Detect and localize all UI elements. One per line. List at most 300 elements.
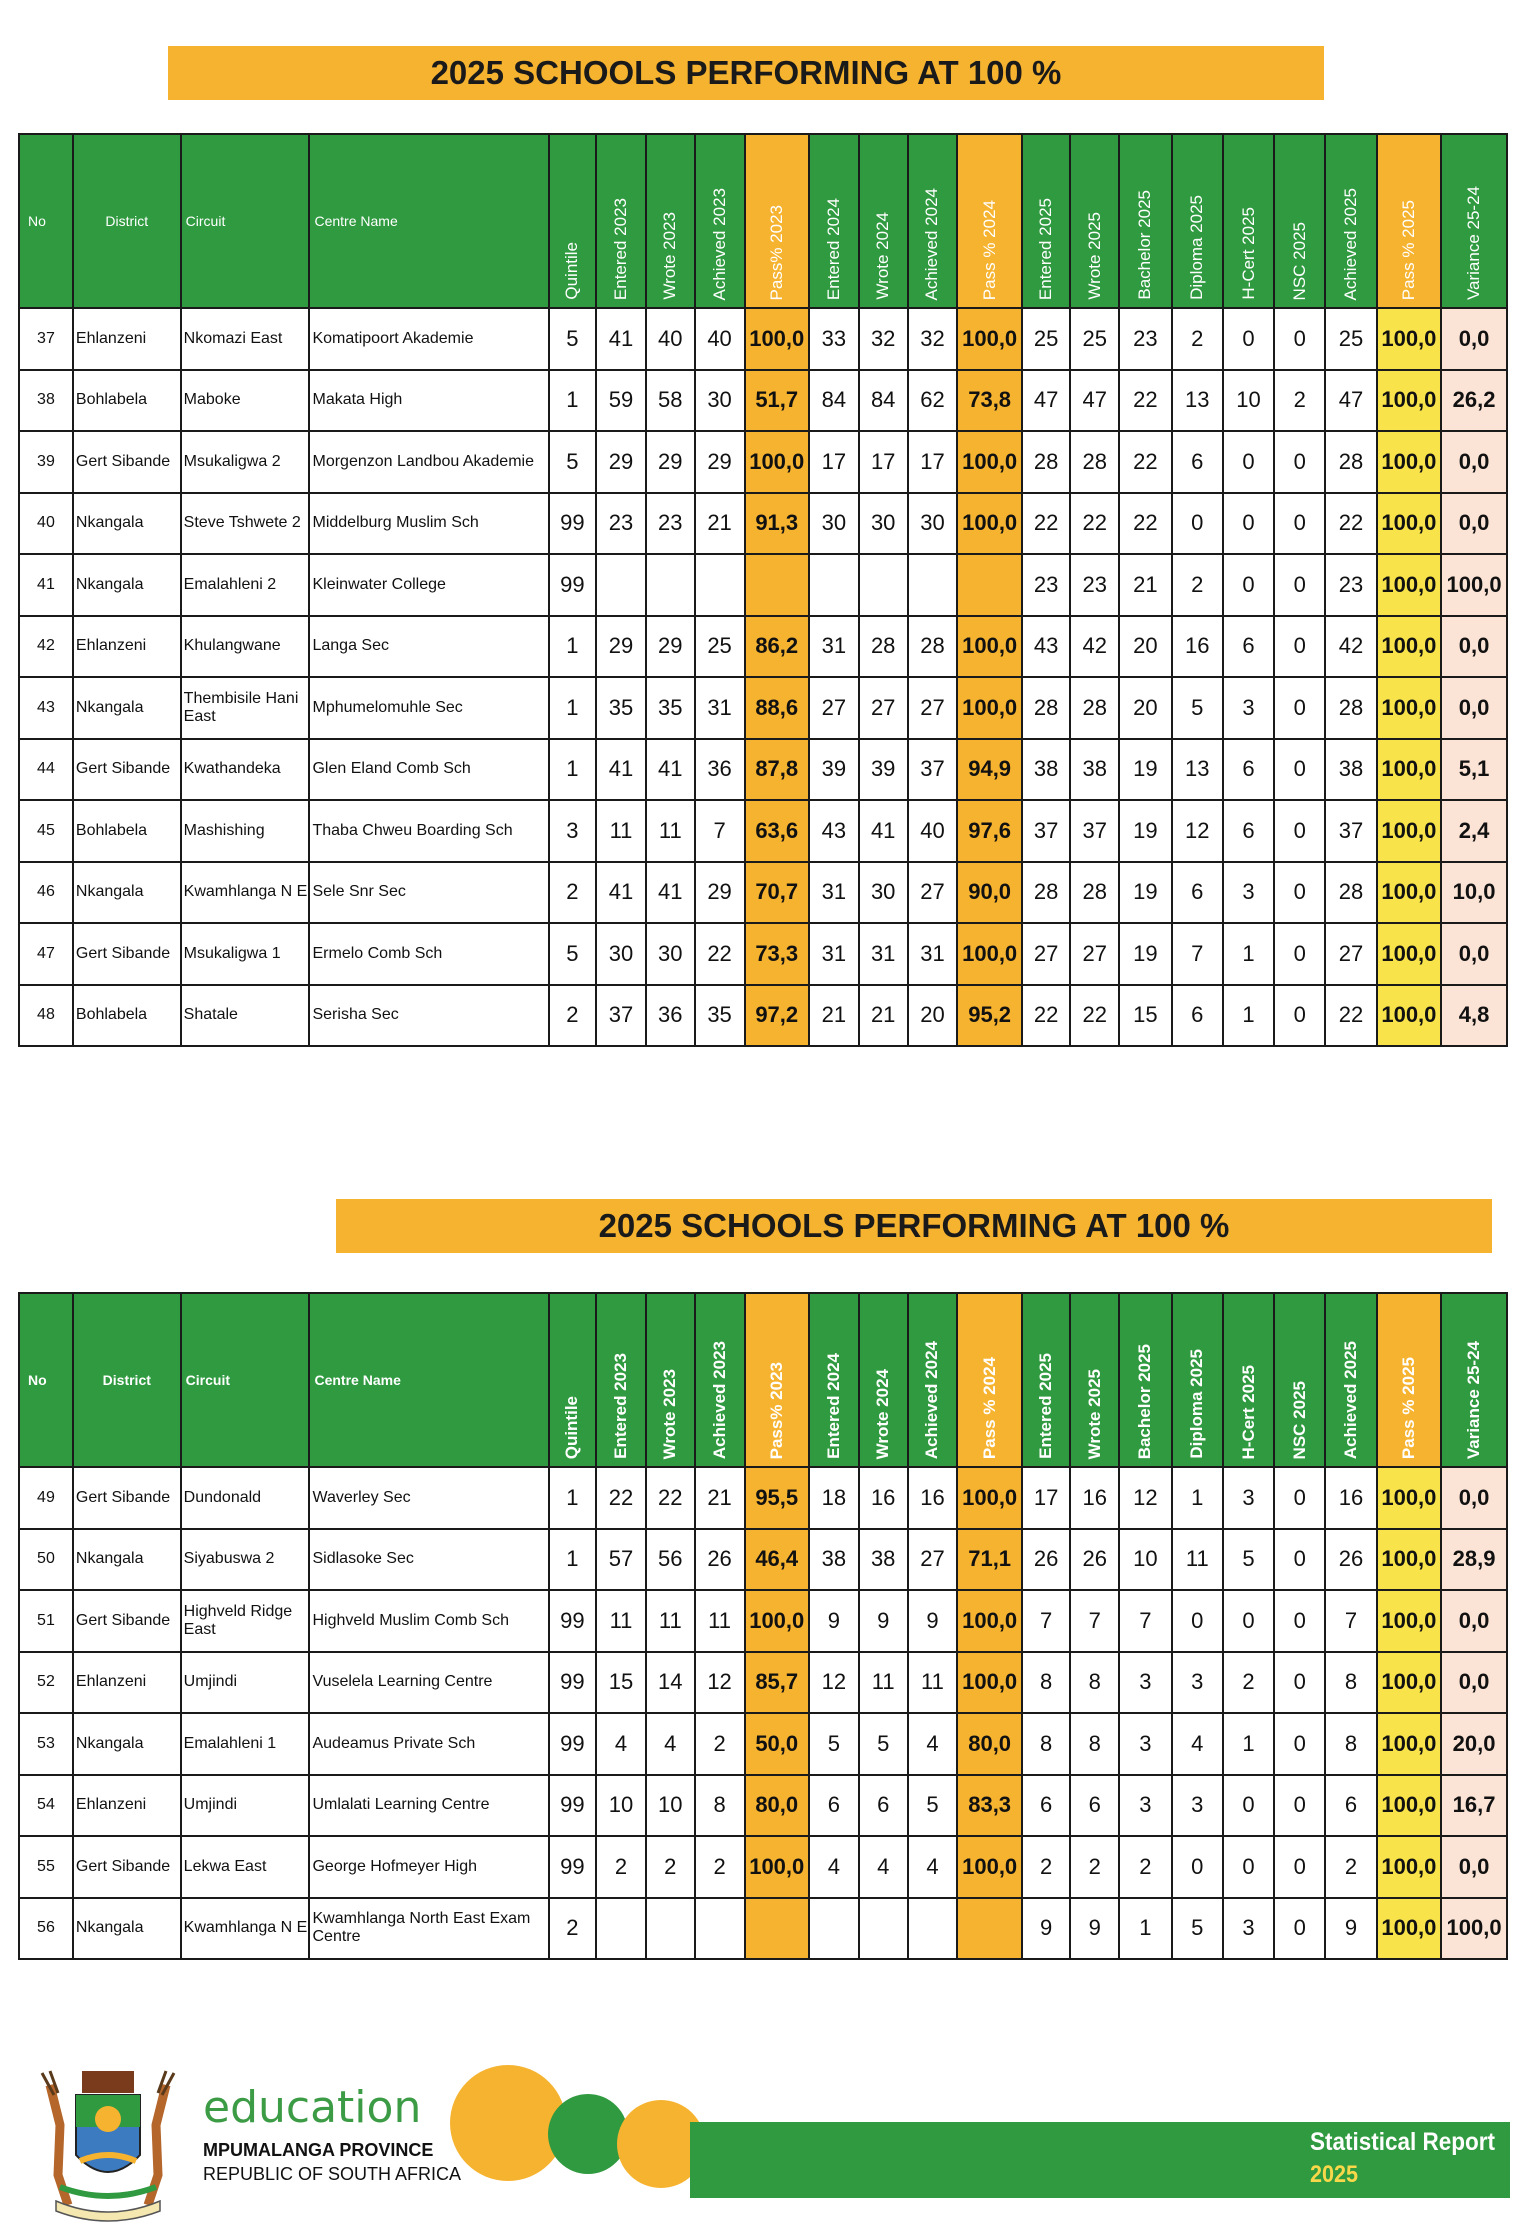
table-cell: 0 bbox=[1223, 1836, 1274, 1898]
table-cell: Thembisile Hani East bbox=[181, 677, 310, 739]
table-cell: 8 bbox=[1070, 1652, 1119, 1714]
table-cell: 37 bbox=[1325, 800, 1376, 862]
table-cell: 4 bbox=[859, 1836, 908, 1898]
table-cell: 29 bbox=[646, 431, 695, 493]
table-cell: 55 bbox=[19, 1836, 73, 1898]
table-cell: 99 bbox=[549, 1652, 596, 1714]
table-cell: 22 bbox=[1119, 431, 1172, 493]
table-row bbox=[19, 1467, 1507, 1529]
table-cell: 7 bbox=[1172, 923, 1223, 985]
table-cell: 40 bbox=[908, 800, 958, 862]
column-header bbox=[549, 134, 596, 308]
column-header-label: Diploma 2025 bbox=[1187, 195, 1207, 300]
table-cell: 31 bbox=[809, 923, 859, 985]
column-header bbox=[1377, 1293, 1441, 1467]
column-header-no: No bbox=[19, 134, 73, 308]
table-cell: 0 bbox=[1274, 1713, 1325, 1775]
column-header bbox=[1325, 134, 1376, 308]
column-header-label: Pass % 2024 bbox=[979, 1356, 999, 1459]
table-cell: 16 bbox=[1325, 1467, 1376, 1529]
table-cell: Khulangwane bbox=[181, 616, 310, 678]
table-cell: 1 bbox=[549, 1529, 596, 1591]
table-cell: 30 bbox=[646, 923, 695, 985]
table-cell: 4,8 bbox=[1441, 985, 1507, 1047]
table-cell: 95,2 bbox=[957, 985, 1021, 1047]
table-cell: 0,0 bbox=[1441, 493, 1507, 555]
table-cell: 26 bbox=[695, 1529, 745, 1591]
column-header-label: Pass % 2025 bbox=[1398, 199, 1418, 300]
table-cell: 22 bbox=[695, 923, 745, 985]
table-cell: 17 bbox=[809, 431, 859, 493]
table-cell: 100,0 bbox=[957, 616, 1021, 678]
table-cell: 6 bbox=[1070, 1775, 1119, 1837]
table-cell: Ehlanzeni bbox=[73, 616, 181, 678]
table-row bbox=[19, 862, 1507, 924]
table-cell: Gert Sibande bbox=[73, 739, 181, 801]
column-header bbox=[859, 1293, 908, 1467]
table-cell: 31 bbox=[859, 923, 908, 985]
table-cell: 37 bbox=[1070, 800, 1119, 862]
table-cell: 85,7 bbox=[745, 1652, 809, 1714]
column-header-label: Pass % 2025 bbox=[1398, 1356, 1418, 1459]
table-cell: 28,9 bbox=[1441, 1529, 1507, 1591]
table-cell: 32 bbox=[859, 308, 908, 370]
table-cell: 100,0 bbox=[1377, 1467, 1441, 1529]
column-header-label: Wrote 2024 bbox=[873, 212, 893, 300]
table-cell: 0,0 bbox=[1441, 1836, 1507, 1898]
table-row bbox=[19, 554, 1507, 616]
table-cell: 38 bbox=[809, 1529, 859, 1591]
table-cell: 100,0 bbox=[957, 677, 1021, 739]
table-cell: 6 bbox=[1022, 1775, 1071, 1837]
table-cell: 0 bbox=[1274, 1590, 1325, 1652]
table-cell: 80,0 bbox=[745, 1775, 809, 1837]
table-cell: 21 bbox=[695, 493, 745, 555]
table-cell: 100,0 bbox=[957, 431, 1021, 493]
table-cell: 27 bbox=[809, 677, 859, 739]
table-cell: Ermelo Comb Sch bbox=[309, 923, 548, 985]
table-cell: 26,2 bbox=[1441, 370, 1507, 432]
table-cell: 100,0 bbox=[957, 308, 1021, 370]
table-cell: 1 bbox=[1223, 985, 1274, 1047]
table-cell: 14 bbox=[646, 1652, 695, 1714]
table-cell: Morgenzon Landbou Akademie bbox=[309, 431, 548, 493]
table-cell: 10 bbox=[1223, 370, 1274, 432]
table-cell: 100,0 bbox=[957, 1652, 1021, 1714]
table-cell: Audeamus Private Sch bbox=[309, 1713, 548, 1775]
table-cell: 0 bbox=[1274, 1529, 1325, 1591]
table-cell: 26 bbox=[1070, 1529, 1119, 1591]
table-cell: 5 bbox=[809, 1713, 859, 1775]
table-cell: 9 bbox=[809, 1590, 859, 1652]
table-cell: 94,9 bbox=[957, 739, 1021, 801]
table-cell: 27 bbox=[908, 1529, 958, 1591]
column-header-label: Wrote 2024 bbox=[873, 1368, 893, 1459]
column-header-label: Achieved 2023 bbox=[709, 1340, 729, 1459]
table-cell: 3 bbox=[1172, 1652, 1223, 1714]
table-cell: 36 bbox=[695, 739, 745, 801]
footer bbox=[0, 2030, 1527, 2224]
table-cell: 5 bbox=[549, 923, 596, 985]
table-cell: 19 bbox=[1119, 862, 1172, 924]
table-cell: Nkangala bbox=[73, 493, 181, 555]
table-cell: Siyabuswa 2 bbox=[181, 1529, 310, 1591]
table-cell: 21 bbox=[809, 985, 859, 1047]
table-cell: 5 bbox=[1223, 1529, 1274, 1591]
table-cell: Maboke bbox=[181, 370, 310, 432]
table-cell: 80,0 bbox=[957, 1713, 1021, 1775]
table-cell: Emalahleni 2 bbox=[181, 554, 310, 616]
table-cell: 38 bbox=[1325, 739, 1376, 801]
table-cell: 0 bbox=[1223, 554, 1274, 616]
table-cell: 11 bbox=[695, 1590, 745, 1652]
column-header-label: Quintile bbox=[562, 242, 582, 300]
table-cell: 3 bbox=[1223, 677, 1274, 739]
table-cell: 1 bbox=[549, 1467, 596, 1529]
table-cell: 10 bbox=[596, 1775, 646, 1837]
table-cell: 70,7 bbox=[745, 862, 809, 924]
table-cell: 0 bbox=[1223, 1775, 1274, 1837]
table-cell bbox=[809, 554, 859, 616]
table-header-row bbox=[19, 134, 1507, 308]
table-row bbox=[19, 800, 1507, 862]
table-cell: 11 bbox=[908, 1652, 958, 1714]
table-cell: 6 bbox=[809, 1775, 859, 1837]
table-cell bbox=[646, 1898, 695, 1960]
table-cell: 28 bbox=[908, 616, 958, 678]
table-cell: 41 bbox=[19, 554, 73, 616]
table-title: 2025 SCHOOLS PERFORMING AT 100 % bbox=[430, 54, 1062, 91]
table-cell: 45 bbox=[19, 800, 73, 862]
table-cell: 22 bbox=[1022, 985, 1071, 1047]
table-cell: 35 bbox=[695, 985, 745, 1047]
table-cell: 37 bbox=[596, 985, 646, 1047]
table-cell: 23 bbox=[646, 493, 695, 555]
table-cell: 41 bbox=[596, 862, 646, 924]
table-cell: 3 bbox=[1223, 862, 1274, 924]
table-cell: 20 bbox=[1119, 677, 1172, 739]
column-header bbox=[1119, 134, 1172, 308]
table-cell: 22 bbox=[1119, 493, 1172, 555]
table-cell: 38 bbox=[859, 1529, 908, 1591]
table-cell: 22 bbox=[646, 1467, 695, 1529]
table-cell: 62 bbox=[908, 370, 958, 432]
table-row bbox=[19, 1898, 1507, 1960]
table-cell: 16 bbox=[1172, 616, 1223, 678]
table-body bbox=[19, 1467, 1507, 1959]
table-cell: 90,0 bbox=[957, 862, 1021, 924]
table-cell: 52 bbox=[19, 1652, 73, 1714]
table-cell: Gert Sibande bbox=[73, 923, 181, 985]
schools-table-1 bbox=[18, 133, 1508, 1047]
table-cell: Serisha Sec bbox=[309, 985, 548, 1047]
table-cell: 16 bbox=[1070, 1467, 1119, 1529]
column-header-label: Achieved 2024 bbox=[922, 1340, 942, 1459]
table-cell bbox=[695, 554, 745, 616]
table-cell: 17 bbox=[859, 431, 908, 493]
table-cell: 2 bbox=[1223, 1652, 1274, 1714]
table-cell: 0 bbox=[1274, 308, 1325, 370]
table-cell: 30 bbox=[809, 493, 859, 555]
table-cell: 26 bbox=[1325, 1529, 1376, 1591]
column-header bbox=[809, 1293, 859, 1467]
table-cell: 0 bbox=[1223, 308, 1274, 370]
table-cell: 23 bbox=[1119, 308, 1172, 370]
table-cell: 35 bbox=[646, 677, 695, 739]
table-cell: 71,1 bbox=[957, 1529, 1021, 1591]
table-cell: 27 bbox=[1070, 923, 1119, 985]
report-year: 2025 bbox=[1310, 2161, 1359, 2188]
table-cell: George Hofmeyer High bbox=[309, 1836, 548, 1898]
table-cell: 100,0 bbox=[1377, 1836, 1441, 1898]
column-header bbox=[809, 134, 859, 308]
table-cell: 73,3 bbox=[745, 923, 809, 985]
table-cell: 22 bbox=[1070, 493, 1119, 555]
table-cell: 84 bbox=[809, 370, 859, 432]
table-cell: 6 bbox=[1172, 431, 1223, 493]
table-cell: 100,0 bbox=[1441, 554, 1507, 616]
table-row bbox=[19, 985, 1507, 1047]
table-cell: 28 bbox=[1325, 431, 1376, 493]
column-header-label: Entered 2025 bbox=[1036, 1353, 1056, 1459]
column-header-district: District bbox=[73, 1293, 181, 1467]
table-cell: 0 bbox=[1223, 1590, 1274, 1652]
column-header-circuit: Circuit bbox=[181, 134, 310, 308]
table-row bbox=[19, 370, 1507, 432]
table-cell: 46,4 bbox=[745, 1529, 809, 1591]
table-cell: 21 bbox=[1119, 554, 1172, 616]
column-header bbox=[646, 134, 695, 308]
table-cell: 40 bbox=[19, 493, 73, 555]
table-cell: 100,0 bbox=[1377, 923, 1441, 985]
column-header-label: Entered 2024 bbox=[823, 1353, 843, 1459]
table-cell: 18 bbox=[809, 1467, 859, 1529]
table-cell: 31 bbox=[809, 616, 859, 678]
table-cell: 8 bbox=[1022, 1713, 1071, 1775]
column-header bbox=[1274, 134, 1325, 308]
table-cell: 100,0 bbox=[1377, 1898, 1441, 1960]
table-cell: 40 bbox=[695, 308, 745, 370]
table-cell: 63,6 bbox=[745, 800, 809, 862]
table-cell: 0 bbox=[1274, 1836, 1325, 1898]
table-cell: 17 bbox=[1022, 1467, 1071, 1529]
table-title: 2025 SCHOOLS PERFORMING AT 100 % bbox=[598, 1207, 1230, 1244]
table-cell: 8 bbox=[1022, 1652, 1071, 1714]
table-cell: 100,0 bbox=[1377, 1775, 1441, 1837]
table-cell: 0 bbox=[1223, 493, 1274, 555]
table-cell: 2 bbox=[1325, 1836, 1376, 1898]
table-cell: 95,5 bbox=[745, 1467, 809, 1529]
table-cell: 27 bbox=[908, 862, 958, 924]
table-cell: 99 bbox=[549, 1775, 596, 1837]
table-row bbox=[19, 739, 1507, 801]
table-cell: 37 bbox=[1022, 800, 1071, 862]
table-cell: Sele Snr Sec bbox=[309, 862, 548, 924]
table-cell: 36 bbox=[646, 985, 695, 1047]
table-cell: 29 bbox=[646, 616, 695, 678]
column-header bbox=[695, 134, 745, 308]
table-cell: 91,3 bbox=[745, 493, 809, 555]
table-cell: 33 bbox=[809, 308, 859, 370]
table-cell: 8 bbox=[1325, 1713, 1376, 1775]
table-cell: 30 bbox=[908, 493, 958, 555]
table-cell: 100,0 bbox=[1377, 1590, 1441, 1652]
column-header-label: Entered 2023 bbox=[611, 197, 630, 300]
column-header bbox=[1441, 134, 1507, 308]
table-cell: 19 bbox=[1119, 800, 1172, 862]
table-cell: 11 bbox=[1172, 1529, 1223, 1591]
table-cell: 56 bbox=[19, 1898, 73, 1960]
column-header-label: Entered 2024 bbox=[823, 197, 843, 300]
table-cell: 39 bbox=[859, 739, 908, 801]
table-cell: 6 bbox=[1223, 800, 1274, 862]
table-cell: 10 bbox=[646, 1775, 695, 1837]
table-cell: 23 bbox=[1325, 554, 1376, 616]
table-cell: 3 bbox=[1223, 1467, 1274, 1529]
table-cell: Bohlabela bbox=[73, 985, 181, 1047]
table-cell: 0,0 bbox=[1441, 923, 1507, 985]
table-cell: 86,2 bbox=[745, 616, 809, 678]
table-cell: Umjindi bbox=[181, 1775, 310, 1837]
table-cell: 16 bbox=[908, 1467, 958, 1529]
table-cell: Gert Sibande bbox=[73, 1590, 181, 1652]
column-header-centre: Centre Name bbox=[309, 134, 548, 308]
table-cell: 3 bbox=[1223, 1898, 1274, 1960]
table-cell: 31 bbox=[908, 923, 958, 985]
table-cell: 0 bbox=[1274, 739, 1325, 801]
table-cell bbox=[957, 554, 1021, 616]
table-cell: 2 bbox=[1070, 1836, 1119, 1898]
column-header-label: Wrote 2025 bbox=[1084, 1368, 1104, 1459]
table-cell: Gert Sibande bbox=[73, 431, 181, 493]
table-cell: 8 bbox=[1070, 1713, 1119, 1775]
table-row bbox=[19, 677, 1507, 739]
column-header-circuit: Circuit bbox=[181, 1293, 310, 1467]
table-cell: Kwathandeka bbox=[181, 739, 310, 801]
column-header-label: H-Cert 2025 bbox=[1238, 207, 1258, 300]
table-cell: 5,1 bbox=[1441, 739, 1507, 801]
table-cell: 0 bbox=[1274, 493, 1325, 555]
table-cell: 39 bbox=[19, 431, 73, 493]
table-cell: Bohlabela bbox=[73, 370, 181, 432]
table-cell: 42 bbox=[19, 616, 73, 678]
table-cell: 100,0 bbox=[1441, 1898, 1507, 1960]
table-cell: 0 bbox=[1274, 1652, 1325, 1714]
table-cell: 8 bbox=[695, 1775, 745, 1837]
table-cell: 12 bbox=[695, 1652, 745, 1714]
table-cell bbox=[745, 1898, 809, 1960]
table-cell: Makata High bbox=[309, 370, 548, 432]
column-header-label: H-Cert 2025 bbox=[1238, 1364, 1258, 1459]
table-cell: 2 bbox=[1172, 554, 1223, 616]
table-cell: 0,0 bbox=[1441, 1652, 1507, 1714]
table-cell: Kwamhlanga North East Exam Centre bbox=[309, 1898, 548, 1960]
column-header-label: Variance 25-24 bbox=[1464, 1340, 1484, 1459]
table-cell: 6 bbox=[1172, 862, 1223, 924]
table-cell: 56 bbox=[646, 1529, 695, 1591]
table-cell: 27 bbox=[908, 677, 958, 739]
table-cell: 27 bbox=[1022, 923, 1071, 985]
table-cell: Msukaligwa 1 bbox=[181, 923, 310, 985]
table-cell: Umjindi bbox=[181, 1652, 310, 1714]
column-header bbox=[1223, 1293, 1274, 1467]
column-header bbox=[745, 134, 809, 308]
table-cell: 1 bbox=[1223, 923, 1274, 985]
column-header bbox=[1172, 134, 1223, 308]
table-cell: 4 bbox=[908, 1836, 958, 1898]
table-cell bbox=[957, 1898, 1021, 1960]
table-cell: 38 bbox=[1022, 739, 1071, 801]
table-cell: 100,0 bbox=[1377, 370, 1441, 432]
table-cell: 0 bbox=[1274, 616, 1325, 678]
table-cell: 5 bbox=[549, 308, 596, 370]
table-cell: Komatipoort Akademie bbox=[309, 308, 548, 370]
table-cell: Shatale bbox=[181, 985, 310, 1047]
table-cell: 37 bbox=[908, 739, 958, 801]
table-cell: 2 bbox=[549, 862, 596, 924]
table-cell bbox=[809, 1898, 859, 1960]
table-cell: Mphumelomuhle Sec bbox=[309, 677, 548, 739]
column-header-label: Quintile bbox=[562, 1395, 582, 1459]
table-cell: 28 bbox=[1022, 677, 1071, 739]
table-cell: 48 bbox=[19, 985, 73, 1047]
table-cell: 28 bbox=[1070, 862, 1119, 924]
table-cell: Nkangala bbox=[73, 1529, 181, 1591]
table-cell: Gert Sibande bbox=[73, 1836, 181, 1898]
table-cell: Umlalati Learning Centre bbox=[309, 1775, 548, 1837]
table-row bbox=[19, 1529, 1507, 1591]
table-cell: 28 bbox=[1070, 677, 1119, 739]
table-cell: 16,7 bbox=[1441, 1775, 1507, 1837]
table-row bbox=[19, 1590, 1507, 1652]
table-cell: 19 bbox=[1119, 923, 1172, 985]
table-row bbox=[19, 1652, 1507, 1714]
table-cell: 6 bbox=[1223, 739, 1274, 801]
table-cell bbox=[596, 554, 646, 616]
table-cell: 73,8 bbox=[957, 370, 1021, 432]
schools-table-2 bbox=[18, 1292, 1508, 1960]
table-title-banner bbox=[168, 46, 1324, 100]
column-header-label: NSC 2025 bbox=[1289, 1380, 1309, 1459]
table-cell: 6 bbox=[1172, 985, 1223, 1047]
table-cell: 100,0 bbox=[957, 493, 1021, 555]
table-cell: 41 bbox=[859, 800, 908, 862]
table-cell: 41 bbox=[596, 739, 646, 801]
table-cell: 43 bbox=[19, 677, 73, 739]
table-cell bbox=[859, 554, 908, 616]
table-cell: 0,0 bbox=[1441, 1467, 1507, 1529]
table-cell: 100,0 bbox=[1377, 1529, 1441, 1591]
table-cell: 11 bbox=[646, 1590, 695, 1652]
table-cell: 100,0 bbox=[1377, 1652, 1441, 1714]
table-cell: 3 bbox=[1119, 1713, 1172, 1775]
table-cell: 7 bbox=[1022, 1590, 1071, 1652]
provincial-coat-of-arms-logo bbox=[20, 2065, 196, 2223]
table-cell: 57 bbox=[596, 1529, 646, 1591]
province-name: MPUMALANGA PROVINCE bbox=[203, 2140, 434, 2160]
column-header-label: Pass% 2023 bbox=[766, 1361, 786, 1459]
column-header bbox=[908, 1293, 958, 1467]
table-cell: 100,0 bbox=[1377, 554, 1441, 616]
column-header bbox=[1119, 1293, 1172, 1467]
table-cell bbox=[596, 1898, 646, 1960]
table-cell: Langa Sec bbox=[309, 616, 548, 678]
column-header bbox=[596, 1293, 646, 1467]
table-cell: 53 bbox=[19, 1713, 73, 1775]
table-cell: 25 bbox=[1325, 308, 1376, 370]
column-header bbox=[1274, 1293, 1325, 1467]
column-header-label: Pass % 2024 bbox=[979, 199, 999, 300]
